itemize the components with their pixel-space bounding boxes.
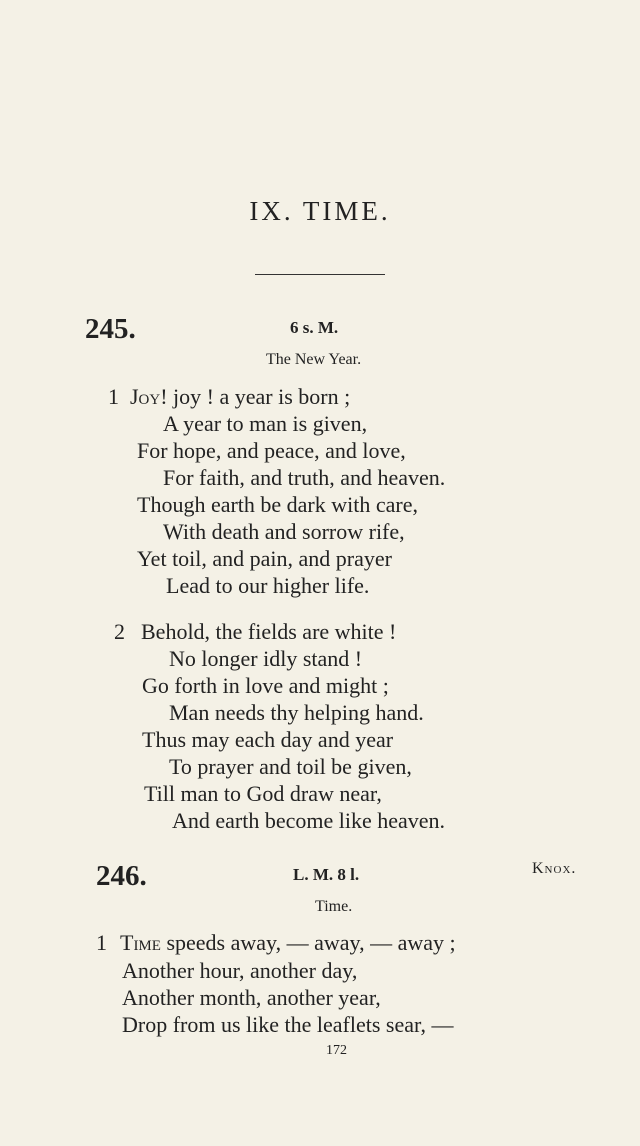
- verse-line-text: Behold, the fields are white !: [141, 619, 397, 644]
- verse-line: To prayer and toil be given,: [169, 754, 412, 779]
- hymn-subtitle: Time.: [315, 898, 353, 915]
- verse-line-text: ! joy ! a year is born ;: [160, 384, 351, 409]
- verse-line: With death and sorrow rife,: [163, 519, 405, 544]
- verse-line: Till man to God draw near,: [144, 781, 382, 806]
- verse-line: Yet toil, and pain, and prayer: [137, 546, 392, 571]
- verse-number: 1: [108, 384, 119, 409]
- verse-first-word: Joy: [130, 384, 161, 409]
- hymn-meter: 6 s. M.: [290, 318, 339, 337]
- verse-line: [114, 619, 396, 645]
- hymn-subtitle: The New Year.: [266, 351, 362, 368]
- hymn-meter: L. M. 8 l.: [293, 865, 360, 884]
- verse-number: 1: [96, 930, 107, 955]
- verse-line: [108, 384, 350, 410]
- verse-first-word: Time: [120, 930, 161, 955]
- verse-line: Lead to our higher life.: [166, 573, 370, 598]
- section-rule: [255, 274, 385, 275]
- verse-line: Thus may each day and year: [142, 727, 394, 752]
- verse-line: For faith, and truth, and heaven.: [163, 465, 446, 490]
- hymn-number: 245.: [85, 313, 136, 345]
- verse-line: [96, 930, 456, 956]
- section-title: IX. TIME.: [249, 196, 391, 226]
- page-number: 172: [326, 1043, 347, 1058]
- verse-line: And earth become like heaven.: [172, 808, 446, 833]
- verse-line: No longer idly stand !: [169, 646, 363, 671]
- verse-line: Man needs thy helping hand.: [169, 700, 424, 725]
- verse-line-text: speeds away, — away, — away ;: [166, 930, 456, 955]
- verse-line: Another month, another year,: [122, 985, 381, 1010]
- verse-line: A year to man is given,: [163, 411, 368, 436]
- verse-line: Though earth be dark with care,: [137, 492, 418, 517]
- verse-line: Another hour, another day,: [122, 958, 358, 983]
- verse-number: 2: [114, 619, 125, 644]
- verse-line: Go forth in love and might ;: [142, 673, 389, 698]
- hymn-author: Knox.: [532, 860, 577, 877]
- verse-line: Drop from us like the leaflets sear, —: [122, 1012, 454, 1037]
- verse-line: For hope, and peace, and love,: [137, 438, 406, 463]
- hymn-number: 246.: [96, 860, 147, 892]
